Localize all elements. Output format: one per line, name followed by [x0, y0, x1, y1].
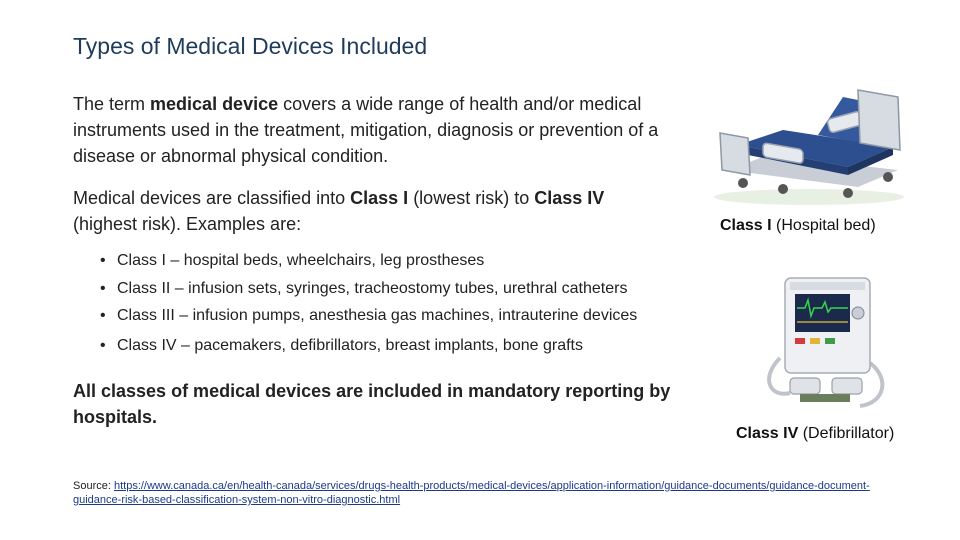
- bed-caption: Class I (Hospital bed): [720, 217, 876, 234]
- list-item: • Class II – infusion sets, syringes, tracheostomy tubes, urethral catheters: [100, 280, 628, 297]
- intro-paragraph: The term medical device covers a wide range of health and/or medical instruments used in the treatment, mitigation, diagnosis or prevention of a disease or abnormal physical condition.: [73, 94, 659, 166]
- closing-statement: All classes of medical devices are included in mandatory reporting by hospitals.: [73, 381, 671, 427]
- source-citation: Source: https://www.canada.ca/en/health-canada/services/drugs-health-products/medical-devices/application-information/guidance-documents/guidance-document-guidance-risk-based-classification-system-non-vitro-diagnostic.html: [73, 480, 870, 506]
- defibrillator-caption: Class IV (Defibrillator): [736, 425, 895, 442]
- bullet-icon: •: [100, 280, 106, 297]
- bullet-icon: •: [100, 307, 106, 324]
- classification-paragraph: Medical devices are classified into Class I (lowest risk) to Class IV (highest risk). Examples are:: [73, 188, 605, 234]
- list-item: • Class IV – pacemakers, defibrillators, breast implants, bone grafts: [100, 337, 583, 354]
- bullet-icon: •: [100, 337, 106, 354]
- page-title: Types of Medical Devices Included: [73, 33, 428, 59]
- list-item: • Class I – hospital beds, wheelchairs, leg prostheses: [100, 252, 485, 269]
- list-item: • Class III – infusion pumps, anesthesia gas machines, intrauterine devices: [100, 307, 638, 324]
- source-link[interactable]: https://www.canada.ca/en/health-canada/services/drugs-health-products/medical-devices/application-information/guidance-documents/guidance-document-guidance-risk-based-classification-system-non-vitro-diagnostic.html: [73, 480, 870, 506]
- defibrillator-image: [760, 268, 892, 418]
- bullet-icon: •: [100, 252, 106, 269]
- hospital-bed-image: [708, 75, 910, 210]
